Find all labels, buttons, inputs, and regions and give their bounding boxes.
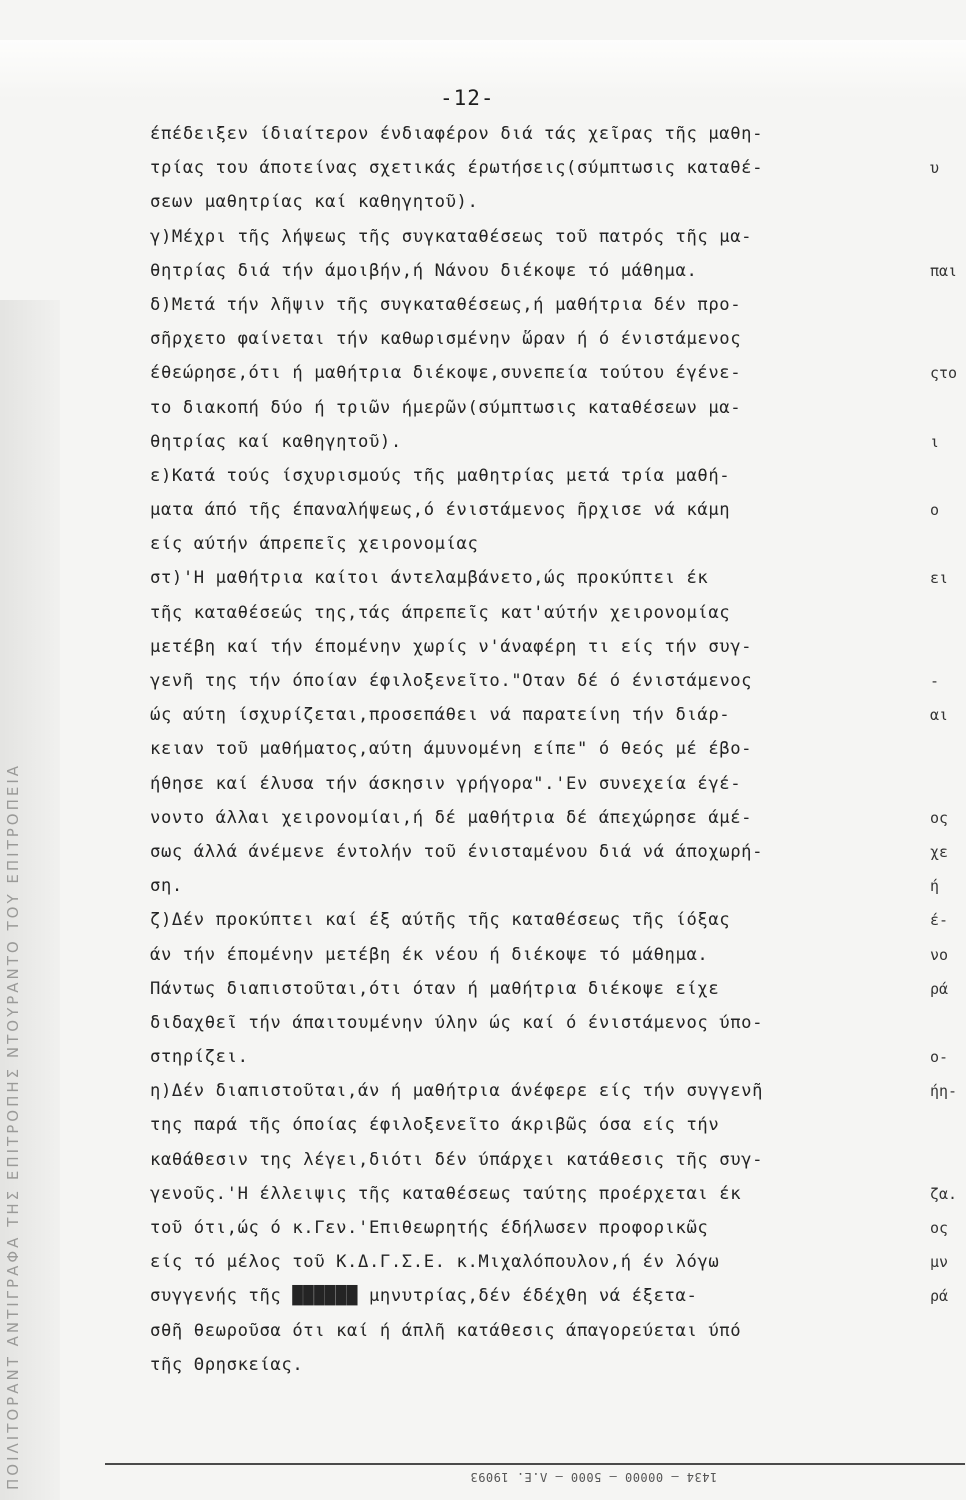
margin-fragment: έ- bbox=[930, 911, 949, 930]
text-line: στηρίζει. bbox=[150, 1047, 249, 1068]
margin-fragment bbox=[930, 527, 966, 561]
margin-fragment bbox=[930, 391, 966, 425]
text-line: άν τήν έπομένην μετέβη έκ νέου ή διέκοψε τό μάθημα. bbox=[150, 944, 709, 965]
margin-fragment: ςτο bbox=[930, 364, 958, 383]
margin-fragment: ρά bbox=[930, 1287, 949, 1306]
text-line: ε)Κατά τούς ίσχυρισμούς τῆς μαθητρίας μετά τρία μαθή- bbox=[150, 465, 731, 486]
text-line: τοῦ ότι,ώς ό κ.Γεν.'Επιθεωρητής έδήλωσεν προφορικῶς bbox=[150, 1218, 709, 1238]
margin-fragment bbox=[930, 117, 966, 151]
margin-fragment bbox=[930, 1006, 966, 1040]
text-line: γ)Μέχρι τῆς λήψεως τῆς συγκαταθέσεως τοῦ πατρός τῆς μα- bbox=[150, 226, 753, 247]
text-line: έπέδειξεν ίδιαίτερον ένδιαφέρον διά τάς χεῖρας τῆς μαθη- bbox=[150, 124, 764, 144]
text-line: το διακοπή δύο ή τριῶν ήμερῶν(σύμπτωσις καταθέσεων μα- bbox=[150, 397, 742, 418]
margin-fragment: ι bbox=[930, 432, 940, 451]
page-number: -12- bbox=[440, 86, 495, 110]
text-line: νοντο άλλαι χειρονομίαι,ή δέ μαθήτρια δέ άπεχώρησε άμέ- bbox=[150, 807, 753, 828]
text-line: είς αύτήν άπρεπεῖς χειρονομίας bbox=[150, 534, 479, 555]
right-margin-fragments bbox=[930, 117, 966, 1314]
margin-fragment: ήη- bbox=[930, 1082, 958, 1101]
margin-fragment bbox=[930, 630, 966, 664]
margin-fragment bbox=[930, 596, 966, 630]
margin-fragment: υ bbox=[930, 159, 940, 178]
text-line: καθάθεσιν της λέγει,διότι δέν ύπάρχει κατάθεσις τῆς συγ- bbox=[150, 1149, 764, 1170]
text-line: τῆς Θρησκείας. bbox=[150, 1354, 304, 1375]
text-line: γενοῦς.'Η έλλειψις τῆς καταθέσεως ταύτης προέρχεται έκ bbox=[150, 1183, 742, 1204]
text-line: δ)Μετά τήν λῆψιν τῆς συγκαταθέσεως,ή μαθήτρια δέν προ- bbox=[150, 294, 742, 315]
margin-fragment bbox=[930, 732, 966, 766]
text-line: της παρά τῆς όποίας έφιλοξενεῖτο άκριβῶς όσα είς τήν bbox=[150, 1115, 720, 1136]
text-line: σεων μαθητρίας καί καθηγητοῦ). bbox=[150, 192, 479, 213]
margin-fragment: - bbox=[930, 672, 940, 690]
text-line: είς τό μέλος τοῦ Κ.Δ.Γ.Σ.Ε. κ.Μιχαλόπουλον,ή έν λόγω bbox=[150, 1252, 720, 1273]
text-line: γενῆ της τήν όποίαν έφιλοξενεῖτο."Οταν δέ ό ένιστάμενος bbox=[150, 671, 753, 691]
margin-fragment: ο bbox=[930, 501, 940, 520]
text-line: σῆρχετο φαίνεται τήν καθωρισμένην ὥραν ή ό ένιστάμενος bbox=[150, 329, 742, 350]
text-line: ζ)Δέν προκύπτει καί έξ αύτῆς τῆς καταθέσεως τῆς ίόξας bbox=[150, 910, 731, 931]
text-line: τῆς καταθέσεώς της,τάς άπρεπεῖς κατ'αύτήν χειρονομίας bbox=[150, 602, 731, 623]
margin-fragment: νο bbox=[930, 945, 949, 964]
margin-fragment bbox=[930, 459, 966, 493]
text-line: σως άλλά άνέμενε έντολήν τοῦ ένισταμένου διά νά άποχωρή- bbox=[150, 841, 764, 862]
text-line: μετέβη καί τήν έπομένην χωρίς ν'άναφέρη τι είς τήν συγ- bbox=[150, 636, 753, 657]
margin-fragment bbox=[930, 1143, 966, 1177]
margin-fragment: ζα. bbox=[930, 1184, 958, 1203]
text-line: ματα άπό τῆς έπαναλήψεως,ό ένιστάμενος ῆρχισε νά κάμη bbox=[150, 500, 731, 521]
text-line: συγγενής τῆς ██████ μηνυτρίας,δέν έδέχθη νά έξετα- bbox=[150, 1286, 698, 1307]
margin-fragment: χε bbox=[930, 842, 949, 861]
margin-fragment: ή bbox=[930, 877, 940, 896]
margin-fragment: ος bbox=[930, 1219, 949, 1237]
text-line: κειαν τοῦ μαθήματος,αύτη άμυνομένη είπε" ό θεός μέ έβο- bbox=[150, 739, 753, 760]
margin-fragment: ει bbox=[930, 569, 949, 588]
margin-fragment bbox=[930, 220, 966, 254]
footer-stamp: 1434 — 00000 — 5000 — Λ.Ε. 19093 bbox=[470, 1470, 718, 1484]
text-line: έθεώρησε,ότι ή μαθήτρια διέκοψε,συνεπεία τούτου έγένε- bbox=[150, 363, 742, 384]
margin-fragment: παι bbox=[930, 261, 958, 280]
text-line: διδαχθεῖ τήν άπαιτουμένην ύλην ώς καί ό ένιστάμενος ύπο- bbox=[150, 1012, 764, 1033]
text-line: θητρίας καί καθηγητοῦ). bbox=[150, 431, 402, 452]
margin-fragment: αι bbox=[930, 706, 949, 725]
text-line: ση. bbox=[150, 876, 183, 897]
margin-fragment bbox=[930, 185, 966, 219]
typewritten-body bbox=[150, 117, 930, 1382]
margin-fragment: μν bbox=[930, 1253, 949, 1272]
text-line: Πάντως διαπιστοῦται,ότι όταν ή μαθήτρια διέκοψε είχε bbox=[150, 978, 720, 999]
text-line: τρίας του άποτείνας σχετικάς έρωτήσεις(σύμπτωσις καταθέ- bbox=[150, 158, 764, 179]
bottom-rule bbox=[105, 1463, 965, 1465]
margin-fragment: ρά bbox=[930, 979, 949, 998]
margin-fragment bbox=[930, 322, 966, 356]
margin-fragment: ος bbox=[930, 808, 949, 827]
text-line: θητρίας διά τήν άμοιβήν,ή Νάνου διέκοψε τό μάθημα. bbox=[150, 260, 698, 281]
left-edge-bleed-text: ΠΟΙΛΙΤΟΡΑΝΤ ΑΝΤΙΓΡΑΦΑ ΤΗΣ ΕΠΙΤΡΟΠΗΣ ΝΤΟΥΡΑΝΤΟ ΤΟΥ ΕΠΙΤΡΟΠΕΙΑ bbox=[4, 762, 22, 1490]
text-line: η)Δέν διαπιστοῦται,άν ή μαθήτρια άνέφερε είς τήν συγγενῆ bbox=[150, 1081, 764, 1102]
margin-fragment: ο- bbox=[930, 1048, 949, 1067]
text-line: στ)'Η μαθήτρια καίτοι άντελαμβάνετο,ώς προκύπτει έκ bbox=[150, 568, 709, 589]
margin-fragment bbox=[930, 767, 966, 801]
text-line: σθῆ θεωροῦσα ότι καί ή άπλῆ κατάθεσις άπαγορεύεται ύπό bbox=[150, 1320, 742, 1341]
text-line: ήθησε καί έλυσα τήν άσκησιν γρήγορα".'Εν συνεχεία έγέ- bbox=[150, 773, 742, 794]
margin-fragment bbox=[930, 288, 966, 322]
margin-fragment bbox=[930, 1108, 966, 1142]
text-line: ώς αύτη ίσχυρίζεται,προσεπάθει νά παρατείνη τήν διάρ- bbox=[150, 705, 731, 726]
